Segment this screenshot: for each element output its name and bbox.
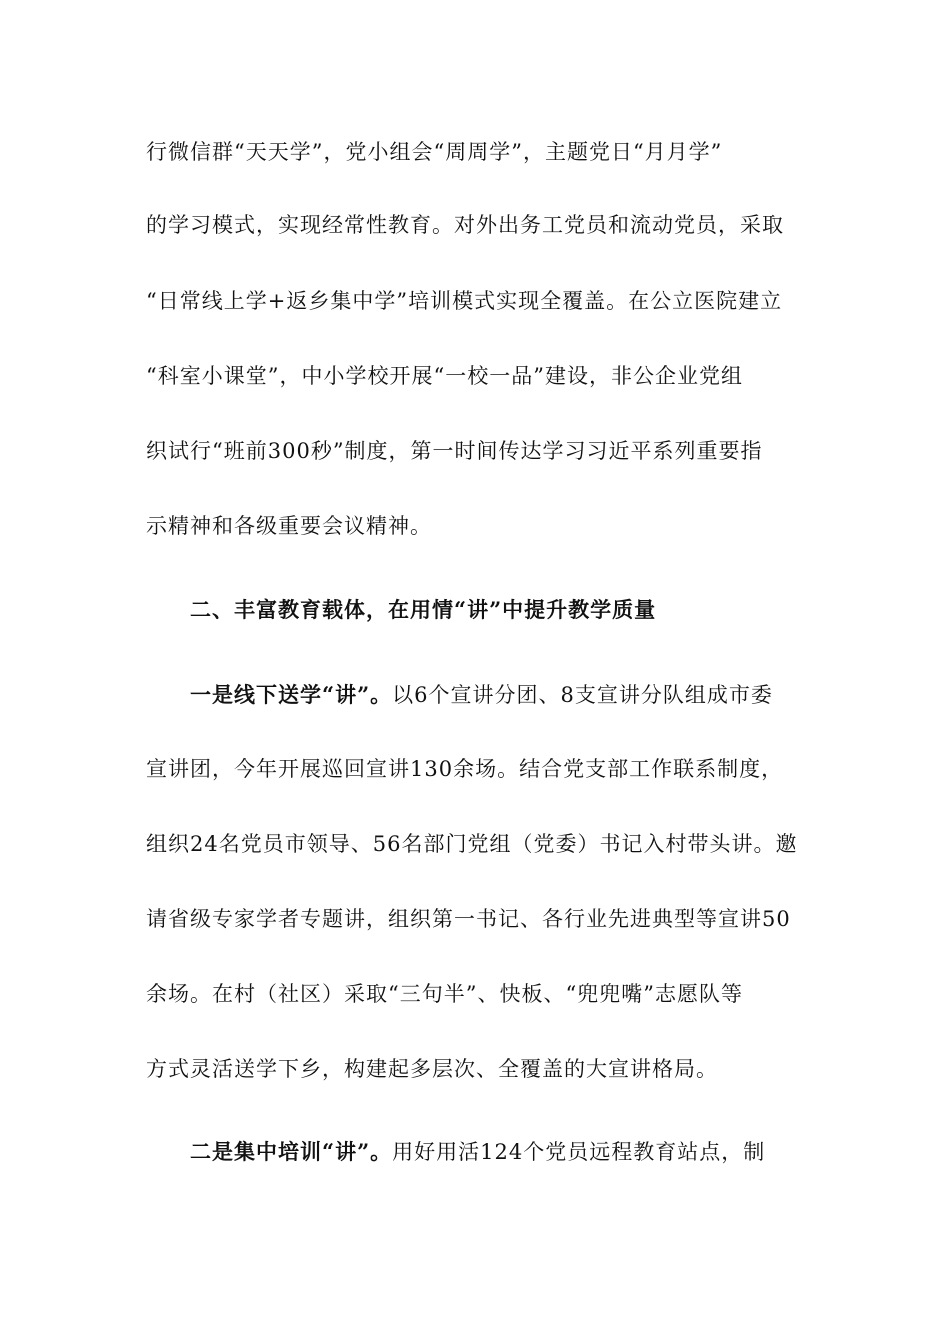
paragraph-1-line-5: 织试行“班前300秒”制度，第一时间传达学习习近平系列重要指 <box>146 439 763 463</box>
paragraph-3-first-rest: 用好用活124个党员远程教育站点，制 <box>392 1140 766 1164</box>
paragraph-2-line-1 <box>190 680 773 710</box>
paragraph-2-line-5: 余场。在村（社区）采取“三句半”、快板、“兜兜嘴”志愿队等 <box>146 982 743 1006</box>
section-heading: 二、丰富教育载体，在用情“讲”中提升教学质量 <box>190 597 657 622</box>
paragraph-2-line-4: 请省级专家学者专题讲，组织第一书记、各行业先进典型等宣讲50 <box>146 907 791 931</box>
paragraph-1-line-1: 行微信群“天天学”，党小组会“周周学”，主题党日“月月学” <box>146 140 723 164</box>
paragraph-1-line-6: 示精神和各级重要会议精神。 <box>146 514 432 538</box>
paragraph-1-line-4: “科室小课堂”，中小学校开展“一校一品”建设，非公企业党组 <box>146 364 743 388</box>
paragraph-2-line-6: 方式灵活送学下乡，构建起多层次、全覆盖的大宣讲格局。 <box>146 1057 718 1081</box>
paragraph-2-line-3: 组织24名党员市领导、56名部门党组（党委）书记入村带头讲。邀 <box>146 832 798 856</box>
paragraph-2-line-2: 宣讲团，今年开展巡回宣讲130余场。结合党支部工作联系制度， <box>146 757 784 781</box>
paragraph-2-lead: 一是线下送学“讲”。 <box>190 682 393 707</box>
paragraph-3-line-1 <box>190 1137 765 1167</box>
paragraph-1-line-3: “日常线上学+返乡集中学”培训模式实现全覆盖。在公立医院建立 <box>146 289 783 313</box>
paragraph-1-line-2: 的学习模式，实现经常性教育。对外出务工党员和流动党员，采取 <box>146 213 784 237</box>
paragraph-3-lead: 二是集中培训“讲”。 <box>190 1139 393 1164</box>
paragraph-2-first-rest: 以6个宣讲分团、8支宣讲分队组成市委 <box>392 683 773 707</box>
